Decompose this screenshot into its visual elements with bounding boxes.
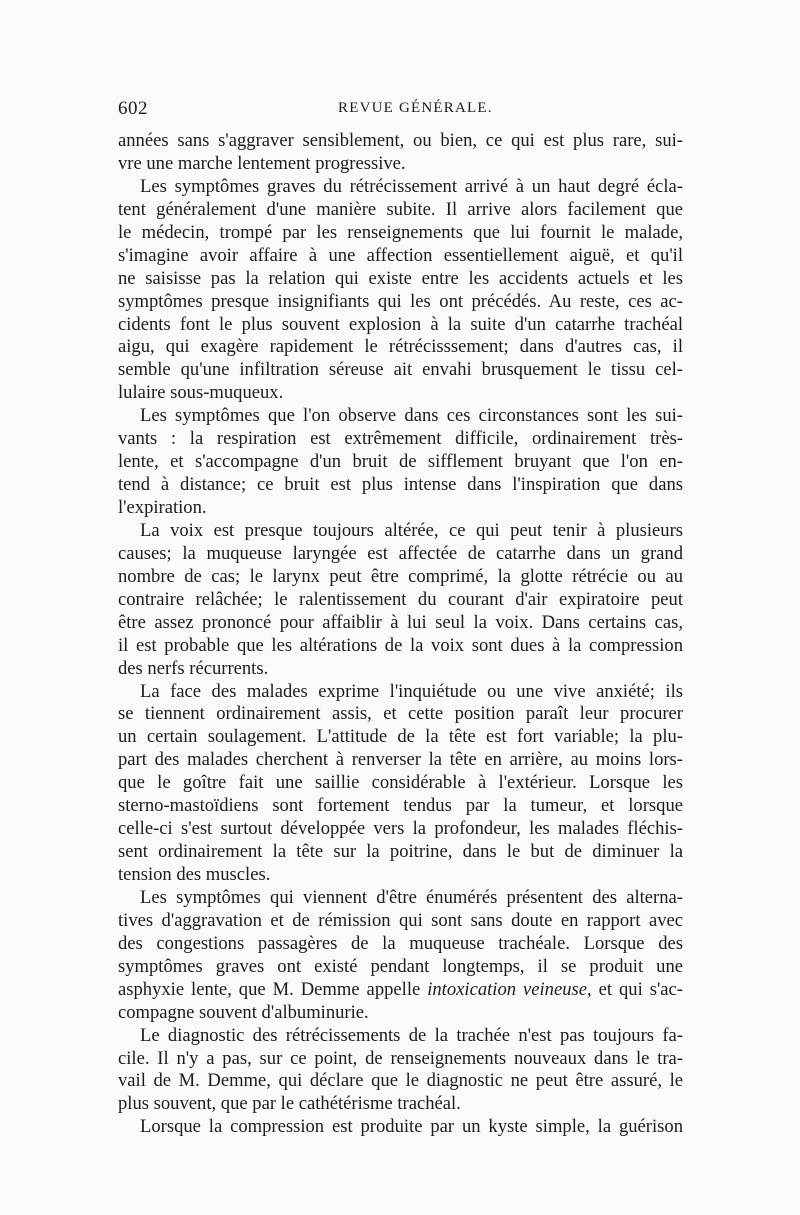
text-line: aigu, qui exagère rapidement le rétrécisssement; dans d'autres cas, il xyxy=(118,336,683,358)
text-segment: asphyxie lente, que M. Demme appelle xyxy=(118,978,428,1000)
italic-phrase: intoxication veineuse, xyxy=(427,978,592,1000)
text-line xyxy=(118,979,683,1002)
text-line: Lorsque la compression est produite par un kyste simple, la guérison xyxy=(140,1116,683,1138)
body-text xyxy=(118,130,683,1139)
text-line: nombre de cas; le larynx peut être comprimé, la glotte rétrécie ou au xyxy=(118,565,683,587)
text-line: vre une marche lentement progressive. xyxy=(118,152,406,174)
text-line: Les symptômes graves du rétrécissement arrivé à un haut degré écla- xyxy=(140,175,683,197)
text-line: tend à distance; ce bruit est plus intense dans l'inspiration que dans xyxy=(118,474,683,496)
text-line: symptômes presque insignifiants qui les ont précédés. Au reste, ces ac- xyxy=(118,290,683,312)
text-line: Les symptômes qui viennent d'être énumérés présentent des alterna- xyxy=(140,886,683,908)
text-line: un certain soulagement. L'attitude de la tête est fort variable; la plu- xyxy=(118,726,683,748)
text-line: vail de M. Demme, qui déclare que le diagnostic ne peut être assuré, le xyxy=(118,1070,683,1092)
text-line: des nerfs récurrents. xyxy=(118,657,269,679)
running-title: REVUE GÉNÉRALE. xyxy=(338,100,493,116)
text-line: plus souvent, que par le cathétérisme trachéal. xyxy=(118,1093,461,1115)
text-line: tent généralement d'une manière subite. Il arrive alors facilement que xyxy=(118,198,683,220)
text-line: ne saisisse pas la relation qui existe entre les accidents actuels et les xyxy=(118,267,683,289)
text-line: tives d'aggravation et de rémission qui sont sans doute en rapport avec xyxy=(118,909,683,931)
text-line: part des malades cherchent à renverser la tête en arrière, au moins lors- xyxy=(118,749,683,771)
text-line: années sans s'aggraver sensiblement, ou bien, ce qui est plus rare, sui- xyxy=(118,130,683,151)
text-line: le médecin, trompé par les renseignements que lui fournit le malade, xyxy=(118,221,683,243)
text-line: se tiennent ordinairement assis, et cette position paraît leur procurer xyxy=(118,703,683,725)
text-line: cile. Il n'y a pas, sur ce point, de renseignements nouveaux dans le tra- xyxy=(118,1047,683,1069)
text-segment: et qui s'ac- xyxy=(591,978,683,1000)
text-line: symptômes graves ont existé pendant longtemps, il se produit une xyxy=(118,955,683,977)
text-line: semble qu'une infiltration séreuse ait envahi brusquement le tissu cel- xyxy=(118,359,683,381)
text-line: des congestions passagères de la muqueuse trachéale. Lorsque des xyxy=(118,932,683,954)
text-line: s'imagine avoir affaire à une affection essentiellement aiguë, et qu'il xyxy=(118,244,683,266)
text-line: causes; la muqueuse laryngée est affectée de catarrhe dans un grand xyxy=(118,542,683,564)
text-line: Le diagnostic des rétrécissements de la trachée n'est pas toujours fa- xyxy=(140,1024,683,1046)
text-line: cidents font le plus souvent explosion à la suite d'un catarrhe trachéal xyxy=(118,313,683,335)
text-line: La face des malades exprime l'inquiétude ou une vive anxiété; ils xyxy=(140,680,683,702)
running-header xyxy=(118,94,683,122)
text-line: il est probable que les altérations de la voix sont dues à la compression xyxy=(118,634,683,656)
text-line: l'expiration. xyxy=(118,497,207,518)
text-line: La voix est presque toujours altérée, ce qui peut tenir à plusieurs xyxy=(140,519,683,541)
text-line: Les symptômes que l'on observe dans ces circonstances sont les sui- xyxy=(140,405,683,427)
page-number: 602 xyxy=(118,98,148,119)
text-line: compagne souvent d'albuminurie. xyxy=(118,1001,369,1023)
text-line: sterno-mastoïdiens sont fortement tendus par la tumeur, et lorsque xyxy=(118,795,683,817)
text-line: celle-ci s'est surtout développée vers la profondeur, les malades fléchis- xyxy=(118,818,683,840)
text-line: être assez prononcé pour affaiblir à lui seul la voix. Dans certains cas, xyxy=(118,611,683,633)
text-line: vants : la respiration est extrêmement difficile, ordinairement très- xyxy=(118,428,683,450)
text-line: que le goître fait une saillie considérable à l'extérieur. Lorsque les xyxy=(118,772,683,794)
text-line: lulaire sous-muqueux. xyxy=(118,382,284,404)
text-line: lente, et s'accompagne d'un bruit de sifflement bruyant que l'on en- xyxy=(118,451,683,473)
text-line: tension des muscles. xyxy=(118,864,271,885)
text-line: contraire relâchée; le ralentissement du courant d'air expiratoire peut xyxy=(118,588,683,610)
text-line: sent ordinairement la tête sur la poitrine, dans le but de diminuer la xyxy=(118,841,683,863)
